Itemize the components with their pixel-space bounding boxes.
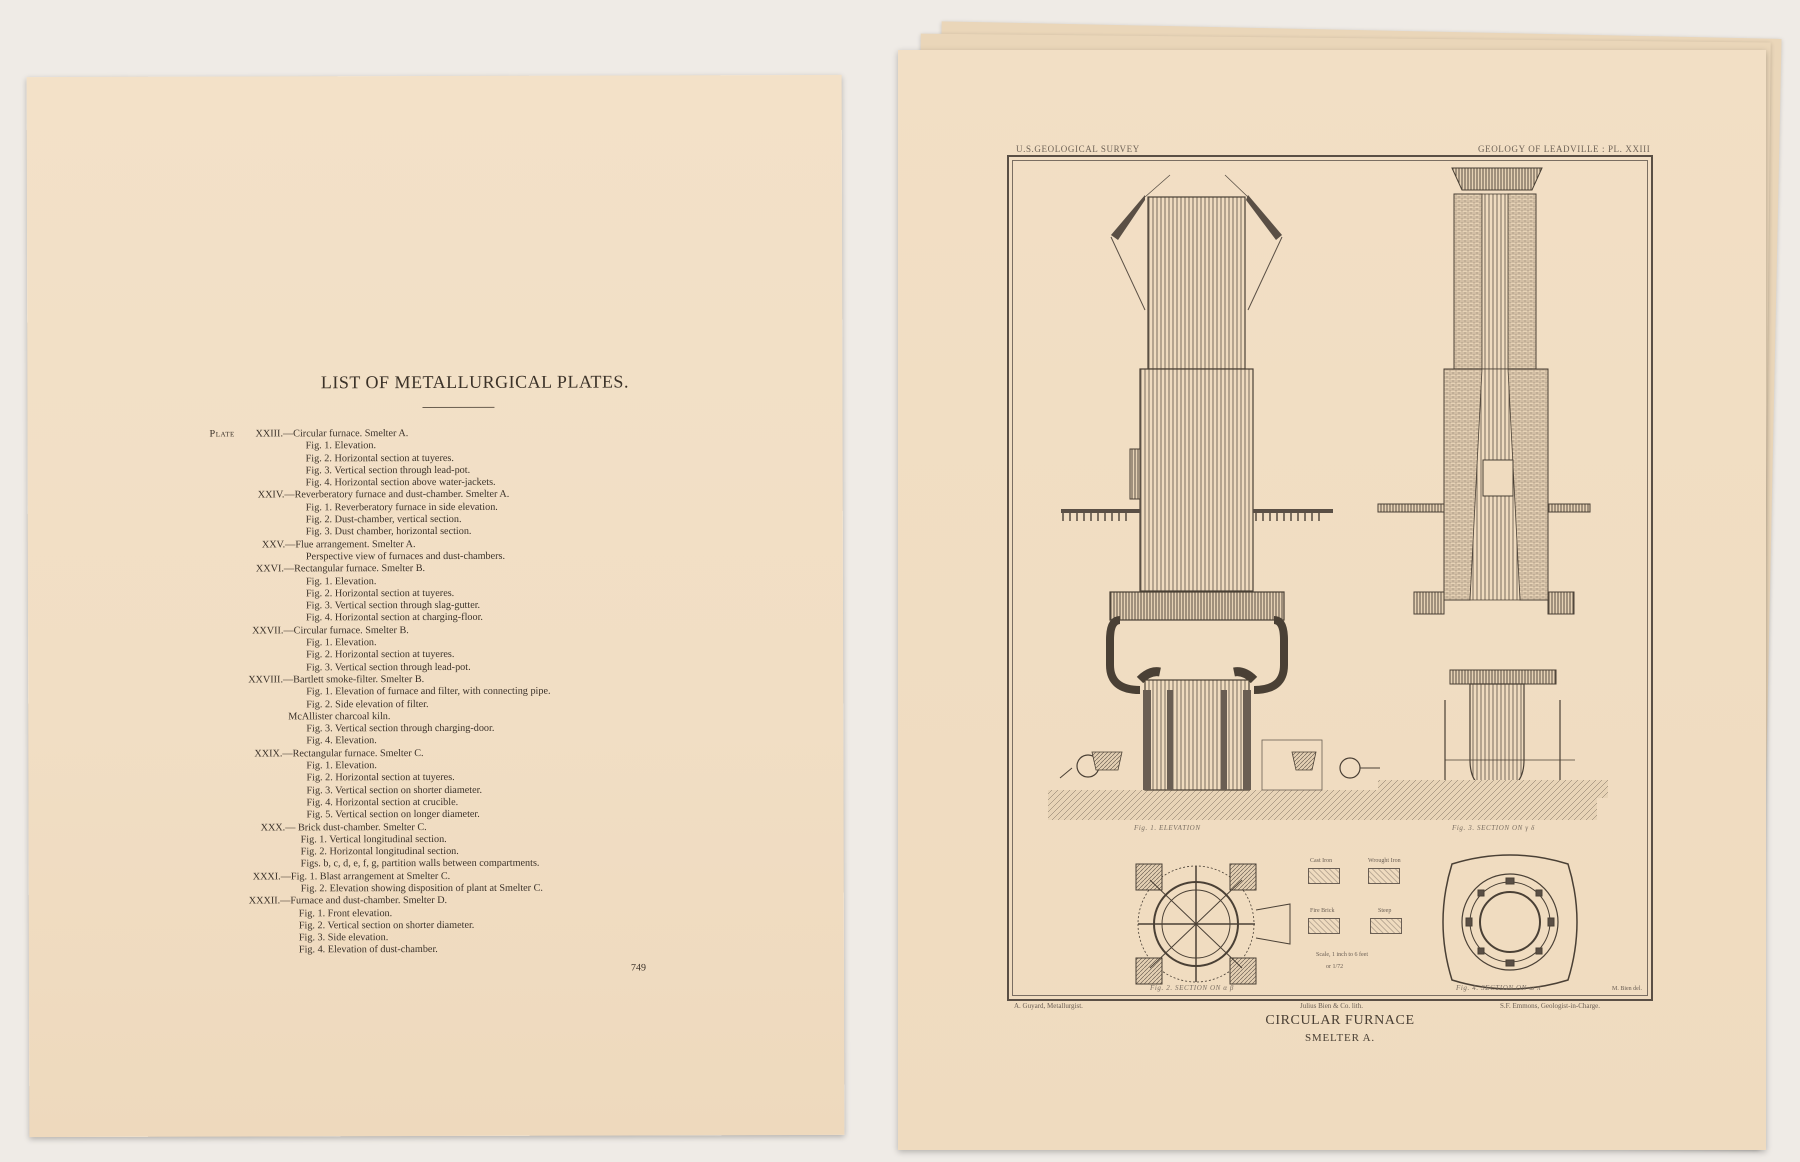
plate-label: Plate	[209, 428, 235, 440]
figure-entry: Fig. 3. Vertical section through lead-pot.	[305, 464, 471, 477]
legend-steep-label: Steep	[1378, 908, 1392, 914]
legend-fire-brick-label: Fire Brick	[1310, 908, 1335, 914]
figure-entry: Fig. 2. Horizontal longitudinal section.	[300, 846, 459, 858]
figure-entry: Fig. 4. Horizontal section at charging-floor.	[306, 612, 483, 624]
fig4-plan	[1443, 855, 1577, 989]
figure-entry: Fig. 3. Dust chamber, horizontal section.	[305, 526, 472, 538]
plate-heading: XXIII.—Circular furnace. Smelter A.	[255, 428, 409, 440]
figure-entry: Fig. 3. Vertical section through charging-door.	[306, 722, 495, 735]
figure-entry: Fig. 2. Horizontal section at tuyeres.	[305, 452, 454, 464]
figure-entry: Fig. 2. Horizontal section at tuyeres.	[305, 587, 455, 600]
fig3-section	[1378, 168, 1608, 798]
figure-entry: Fig. 4. Horizontal section above water-jackets.	[305, 477, 496, 489]
figure-entry: Fig. 2. Dust-chamber, vertical section.	[305, 514, 462, 526]
plate-caption: CIRCULAR FURNACE	[1265, 1013, 1415, 1028]
plate-heading: XXIV.—Reverberatory furnace and dust-chamber. Smelter A.	[257, 489, 510, 501]
plate-heading: XXXI.—Fig. 1. Blast arrangement at Smelter C.	[252, 870, 451, 883]
credit-metallurgist: A. Guyard, Metallurgist.	[1014, 1002, 1083, 1010]
plate-heading: XXVI.—Rectangular furnace. Smelter B.	[255, 563, 426, 575]
figure-entry: Fig. 2. Horizontal section at tuyeres.	[306, 772, 455, 784]
figure-entry: Fig. 3. Vertical section through slag-gutter.	[305, 600, 481, 612]
scale-note: Scale, 1 inch to 6 feet	[1316, 952, 1368, 958]
legend-wrought-iron-label: Wrought Iron	[1368, 858, 1401, 864]
fig2-plan	[1136, 864, 1290, 984]
figure-entry: Perspective view of furnaces and dust-chambers.	[305, 550, 506, 563]
figure-entry: Fig. 1. Elevation.	[306, 637, 377, 649]
fig3-label: Fig. 3. SECTION ON γ δ	[1452, 824, 1535, 832]
header-left: U.S.GEOLOGICAL SURVEY	[1016, 144, 1140, 154]
figure-entry: Fig. 3. Vertical section on shorter diameter.	[306, 784, 483, 796]
credit-geologist: S.F. Emmons, Geologist-in-Charge.	[1500, 1002, 1601, 1010]
figure-entry: Fig. 1. Front elevation.	[298, 907, 393, 919]
legend-fire-brick-swatch	[1308, 918, 1340, 934]
figure-entry: Fig. 4. Horizontal section at crucible.	[306, 796, 459, 809]
plate-heading: XXV.—Flue arrangement. Smelter A.	[261, 538, 416, 551]
credit-lithographer: Julius Bien & Co. lith.	[1300, 1002, 1364, 1010]
page-title: LIST OF METALLURGICAL PLATES.	[320, 371, 629, 393]
figure-entry: Fig. 2. Horizontal section at tuyeres.	[306, 649, 455, 661]
header-right: GEOLOGY OF LEADVILLE : PL. XXIII	[1478, 144, 1651, 154]
plate-subcaption: SMELTER A.	[1305, 1032, 1375, 1044]
signature: M. Bien del.	[1612, 986, 1642, 992]
plate-heading: XXIX.—Rectangular furnace. Smelter C.	[254, 747, 424, 760]
fig1-label: Fig. 1. ELEVATION	[1134, 824, 1201, 832]
plate-heading: XXXII.—Furnace and dust-chamber. Smelter D.	[248, 895, 448, 907]
figure-entry: Fig. 1. Elevation.	[305, 575, 377, 587]
legend-cast-iron-swatch	[1308, 868, 1340, 884]
figure-entry: Fig. 5. Vertical section on longer diameter.	[306, 809, 480, 821]
fig2-label: Fig. 2. SECTION ON α β	[1150, 984, 1234, 992]
figure-entry: Fig. 2. Elevation showing disposition of plant at Smelter C.	[300, 882, 543, 895]
figure-entry: Fig. 4. Elevation of dust-chamber.	[298, 944, 438, 956]
figure-entry: Fig. 4. Elevation.	[306, 735, 377, 747]
plate-heading: XXVII.—Circular furnace. Smelter B.	[252, 624, 409, 637]
figure-entry: McAllister charcoal kiln.	[288, 710, 391, 723]
figure-entry: Fig. 1. Elevation of furnace and filter, with connecting pipe.	[306, 685, 551, 698]
figure-entry: Fig. 1. Elevation.	[305, 440, 377, 452]
figure-entry: Fig. 3. Side elevation.	[298, 932, 389, 944]
figure-entry: Figs. b, c, d, e, f, g, partition walls between compartments.	[300, 858, 540, 870]
page-number: 749	[630, 962, 646, 974]
figure-entry: Fig. 1. Elevation.	[306, 760, 377, 772]
figure-entry: Fig. 2. Vertical section on shorter diameter.	[298, 919, 475, 932]
figure-entry: Fig. 3. Vertical section through lead-pot.	[306, 661, 471, 673]
plate-heading: XXVIII.—Bartlett smoke-filter. Smelter B.	[248, 673, 425, 686]
figure-entry: Fig. 1. Reverberatory furnace in side elevation.	[305, 501, 498, 514]
figure-entry: Fig. 1. Vertical longitudinal section.	[300, 833, 447, 846]
plate-heading: XXX.— Brick dust-chamber. Smelter C.	[260, 821, 427, 833]
figure-entry: Fig. 2. Side elevation of filter.	[306, 698, 429, 710]
legend-wrought-iron-swatch	[1368, 868, 1400, 884]
scale-ratio: or 1/72	[1326, 964, 1344, 970]
fig4-label: Fig. 4. SECTION ON ω π	[1456, 984, 1542, 992]
legend-steep-swatch	[1370, 918, 1402, 934]
legend-cast-iron-label: Cast Iron	[1310, 858, 1333, 864]
